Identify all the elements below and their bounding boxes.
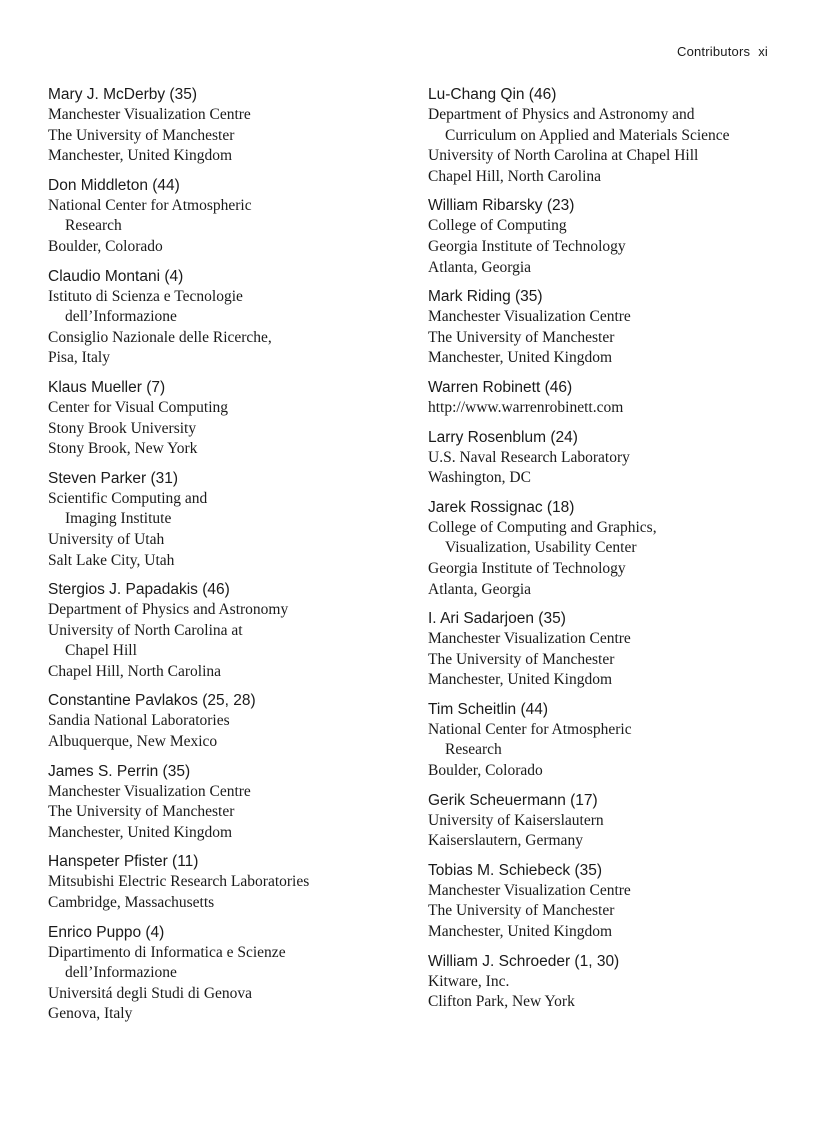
affiliation-line: The University of Manchester — [48, 803, 235, 821]
contributor-name: Warren Robinett (46) — [428, 378, 573, 396]
contributor-entry — [48, 266, 408, 369]
running-head-title: Contributors — [676, 44, 751, 59]
contributor-name: Gerik Scheuermann (17) — [428, 791, 598, 809]
affiliation-line: Center for Visual Computing — [48, 398, 229, 416]
contributor-name: William J. Schroeder (1, 30) — [428, 952, 620, 970]
affiliation-line: The University of Manchester — [48, 126, 235, 144]
affiliation-line: Chapel Hill — [65, 642, 137, 660]
right-column — [428, 84, 788, 1021]
affiliation-line: dell’Informazione — [65, 964, 177, 982]
affiliation-line: The University of Manchester — [428, 902, 615, 920]
contributor-entry — [48, 175, 408, 258]
affiliation-line: Imaging Institute — [65, 510, 172, 528]
contributor-name: Enrico Puppo (4) — [48, 923, 165, 941]
affiliation-line: U.S. Naval Research Laboratory — [428, 448, 630, 466]
contributor-entry — [48, 84, 408, 167]
affiliation-line: Kaiserslautern, Germany — [428, 832, 583, 850]
contributor-name: Klaus Mueller (7) — [48, 378, 166, 396]
affiliation-line: Kitware, Inc. — [428, 972, 510, 990]
contributor-entry — [48, 690, 408, 752]
affiliation-line: Manchester Visualization Centre — [428, 308, 631, 326]
contributor-entry — [48, 761, 408, 844]
affiliation-line: Scientific Computing and — [48, 489, 208, 507]
affiliation-line: Boulder, Colorado — [48, 237, 163, 255]
contributor-entry — [428, 608, 788, 691]
affiliation-line: Stony Brook University — [48, 419, 197, 437]
affiliation-line: Visualization, Usability Center — [445, 539, 637, 557]
contributor-entry — [428, 699, 788, 782]
contributor-name: Steven Parker (31) — [48, 469, 179, 487]
affiliation-line: Georgia Institute of Technology — [428, 559, 626, 577]
contributor-name: Lu-Chang Qin (46) — [428, 86, 557, 103]
affiliation-line: Manchester Visualization Centre — [428, 881, 631, 899]
contributor-entry — [48, 468, 408, 571]
affiliation-line: Manchester, United Kingdom — [428, 671, 613, 689]
contributor-entry — [428, 951, 788, 1013]
affiliation-line: Boulder, Colorado — [428, 762, 543, 780]
contributor-entry — [48, 377, 408, 460]
affiliation-line: University of North Carolina at Chapel Hill — [428, 147, 699, 165]
affiliation-line: Atlanta, Georgia — [428, 258, 532, 276]
affiliation-line: College of Computing and Graphics, — [428, 518, 657, 536]
affiliation-line: University of Utah — [48, 530, 165, 548]
affiliation-line: Manchester, United Kingdom — [428, 923, 613, 941]
affiliation-line: National Center for Atmospheric — [428, 720, 632, 738]
affiliation-line: Clifton Park, New York — [428, 993, 575, 1011]
contributor-name: Stergios J. Papadakis (46) — [48, 581, 230, 599]
affiliation-line: Consiglio Nazionale delle Ricerche, — [48, 328, 272, 346]
affiliation-line: Chapel Hill, North Carolina — [428, 167, 602, 185]
affiliation-line: Department of Physics and Astronomy — [48, 601, 289, 619]
affiliation-line: Istituto di Scienza e Tecnologie — [48, 287, 243, 305]
affiliation-line: College of Computing — [428, 217, 567, 235]
affiliation-line: Albuquerque, New Mexico — [48, 733, 218, 751]
affiliation-line: Atlanta, Georgia — [428, 580, 532, 598]
contributor-name: Larry Rosenblum (24) — [428, 428, 578, 446]
affiliation-line: Manchester Visualization Centre — [428, 630, 631, 648]
affiliation-line: dell’Informazione — [65, 308, 177, 326]
affiliation-line: Stony Brook, New York — [48, 440, 198, 458]
affiliation-line: Chapel Hill, North Carolina — [48, 662, 222, 680]
affiliation-line: Mitsubishi Electric Research Laboratories — [48, 873, 310, 891]
contributor-name: Hanspeter Pfister (11) — [48, 853, 199, 871]
contributor-name: Tobias M. Schiebeck (35) — [428, 861, 603, 879]
affiliation-line: Washington, DC — [428, 469, 531, 487]
contributor-name: Tim Scheitlin (44) — [428, 700, 549, 718]
contributor-entry — [428, 286, 788, 369]
page-number: xi — [758, 44, 768, 59]
affiliation-line: Manchester, United Kingdom — [48, 147, 233, 165]
affiliation-line: Dipartimento di Informatica e Scienze — [48, 943, 286, 961]
affiliation-line: National Center for Atmospheric — [48, 196, 252, 214]
affiliation-line: Manchester Visualization Centre — [48, 106, 251, 123]
affiliation-line: Department of Physics and Astronomy and — [428, 106, 695, 123]
contributor-entry — [428, 377, 788, 419]
affiliation-line: Sandia National Laboratories — [48, 712, 230, 730]
affiliation-line: Genova, Italy — [48, 1005, 133, 1023]
contributor-entry — [48, 851, 408, 913]
affiliation-line: Research — [65, 217, 122, 235]
contributor-name: Constantine Pavlakos (25, 28) — [48, 692, 256, 710]
running-head — [677, 44, 768, 59]
contributor-name: William Ribarsky (23) — [428, 197, 575, 215]
contributor-entry — [428, 195, 788, 278]
affiliation-line: The University of Manchester — [428, 650, 615, 668]
affiliation-line: Manchester, United Kingdom — [48, 823, 233, 841]
affiliation-line: Manchester, United Kingdom — [428, 349, 613, 367]
affiliation-line: University of Kaiserslautern — [428, 811, 604, 829]
contributor-entry — [428, 427, 788, 489]
contributor-name: I. Ari Sadarjoen (35) — [428, 610, 566, 628]
contributor-name: James S. Perrin (35) — [48, 762, 191, 780]
contributor-entry — [48, 579, 408, 682]
contributor-entry — [48, 922, 408, 1025]
affiliation-line: Cambridge, Massachusetts — [48, 894, 215, 912]
affiliation-line: http://www.warrenrobinett.com — [428, 398, 624, 416]
contributor-entry — [428, 860, 788, 943]
affiliation-line: Salt Lake City, Utah — [48, 551, 175, 569]
affiliation-line: The University of Manchester — [428, 328, 615, 346]
affiliation-line: Universitá degli Studi di Genova — [48, 984, 253, 1002]
affiliation-line: Research — [445, 741, 502, 759]
contributor-name: Jarek Rossignac (18) — [428, 498, 575, 516]
affiliation-line: Curriculum on Applied and Materials Science — [445, 126, 730, 144]
left-column — [48, 84, 408, 1033]
contributor-name: Don Middleton (44) — [48, 176, 180, 194]
affiliation-line: University of North Carolina at — [48, 621, 243, 639]
affiliation-line: Pisa, Italy — [48, 349, 110, 367]
contributor-entry — [428, 790, 788, 852]
contributor-name: Mary J. McDerby (35) — [48, 86, 197, 103]
affiliation-line: Georgia Institute of Technology — [428, 237, 626, 255]
affiliation-line: Manchester Visualization Centre — [48, 782, 251, 800]
contributor-entry — [428, 84, 788, 187]
contributor-entry — [428, 497, 788, 600]
contributor-name: Claudio Montani (4) — [48, 267, 184, 285]
contributor-name: Mark Riding (35) — [428, 288, 543, 306]
